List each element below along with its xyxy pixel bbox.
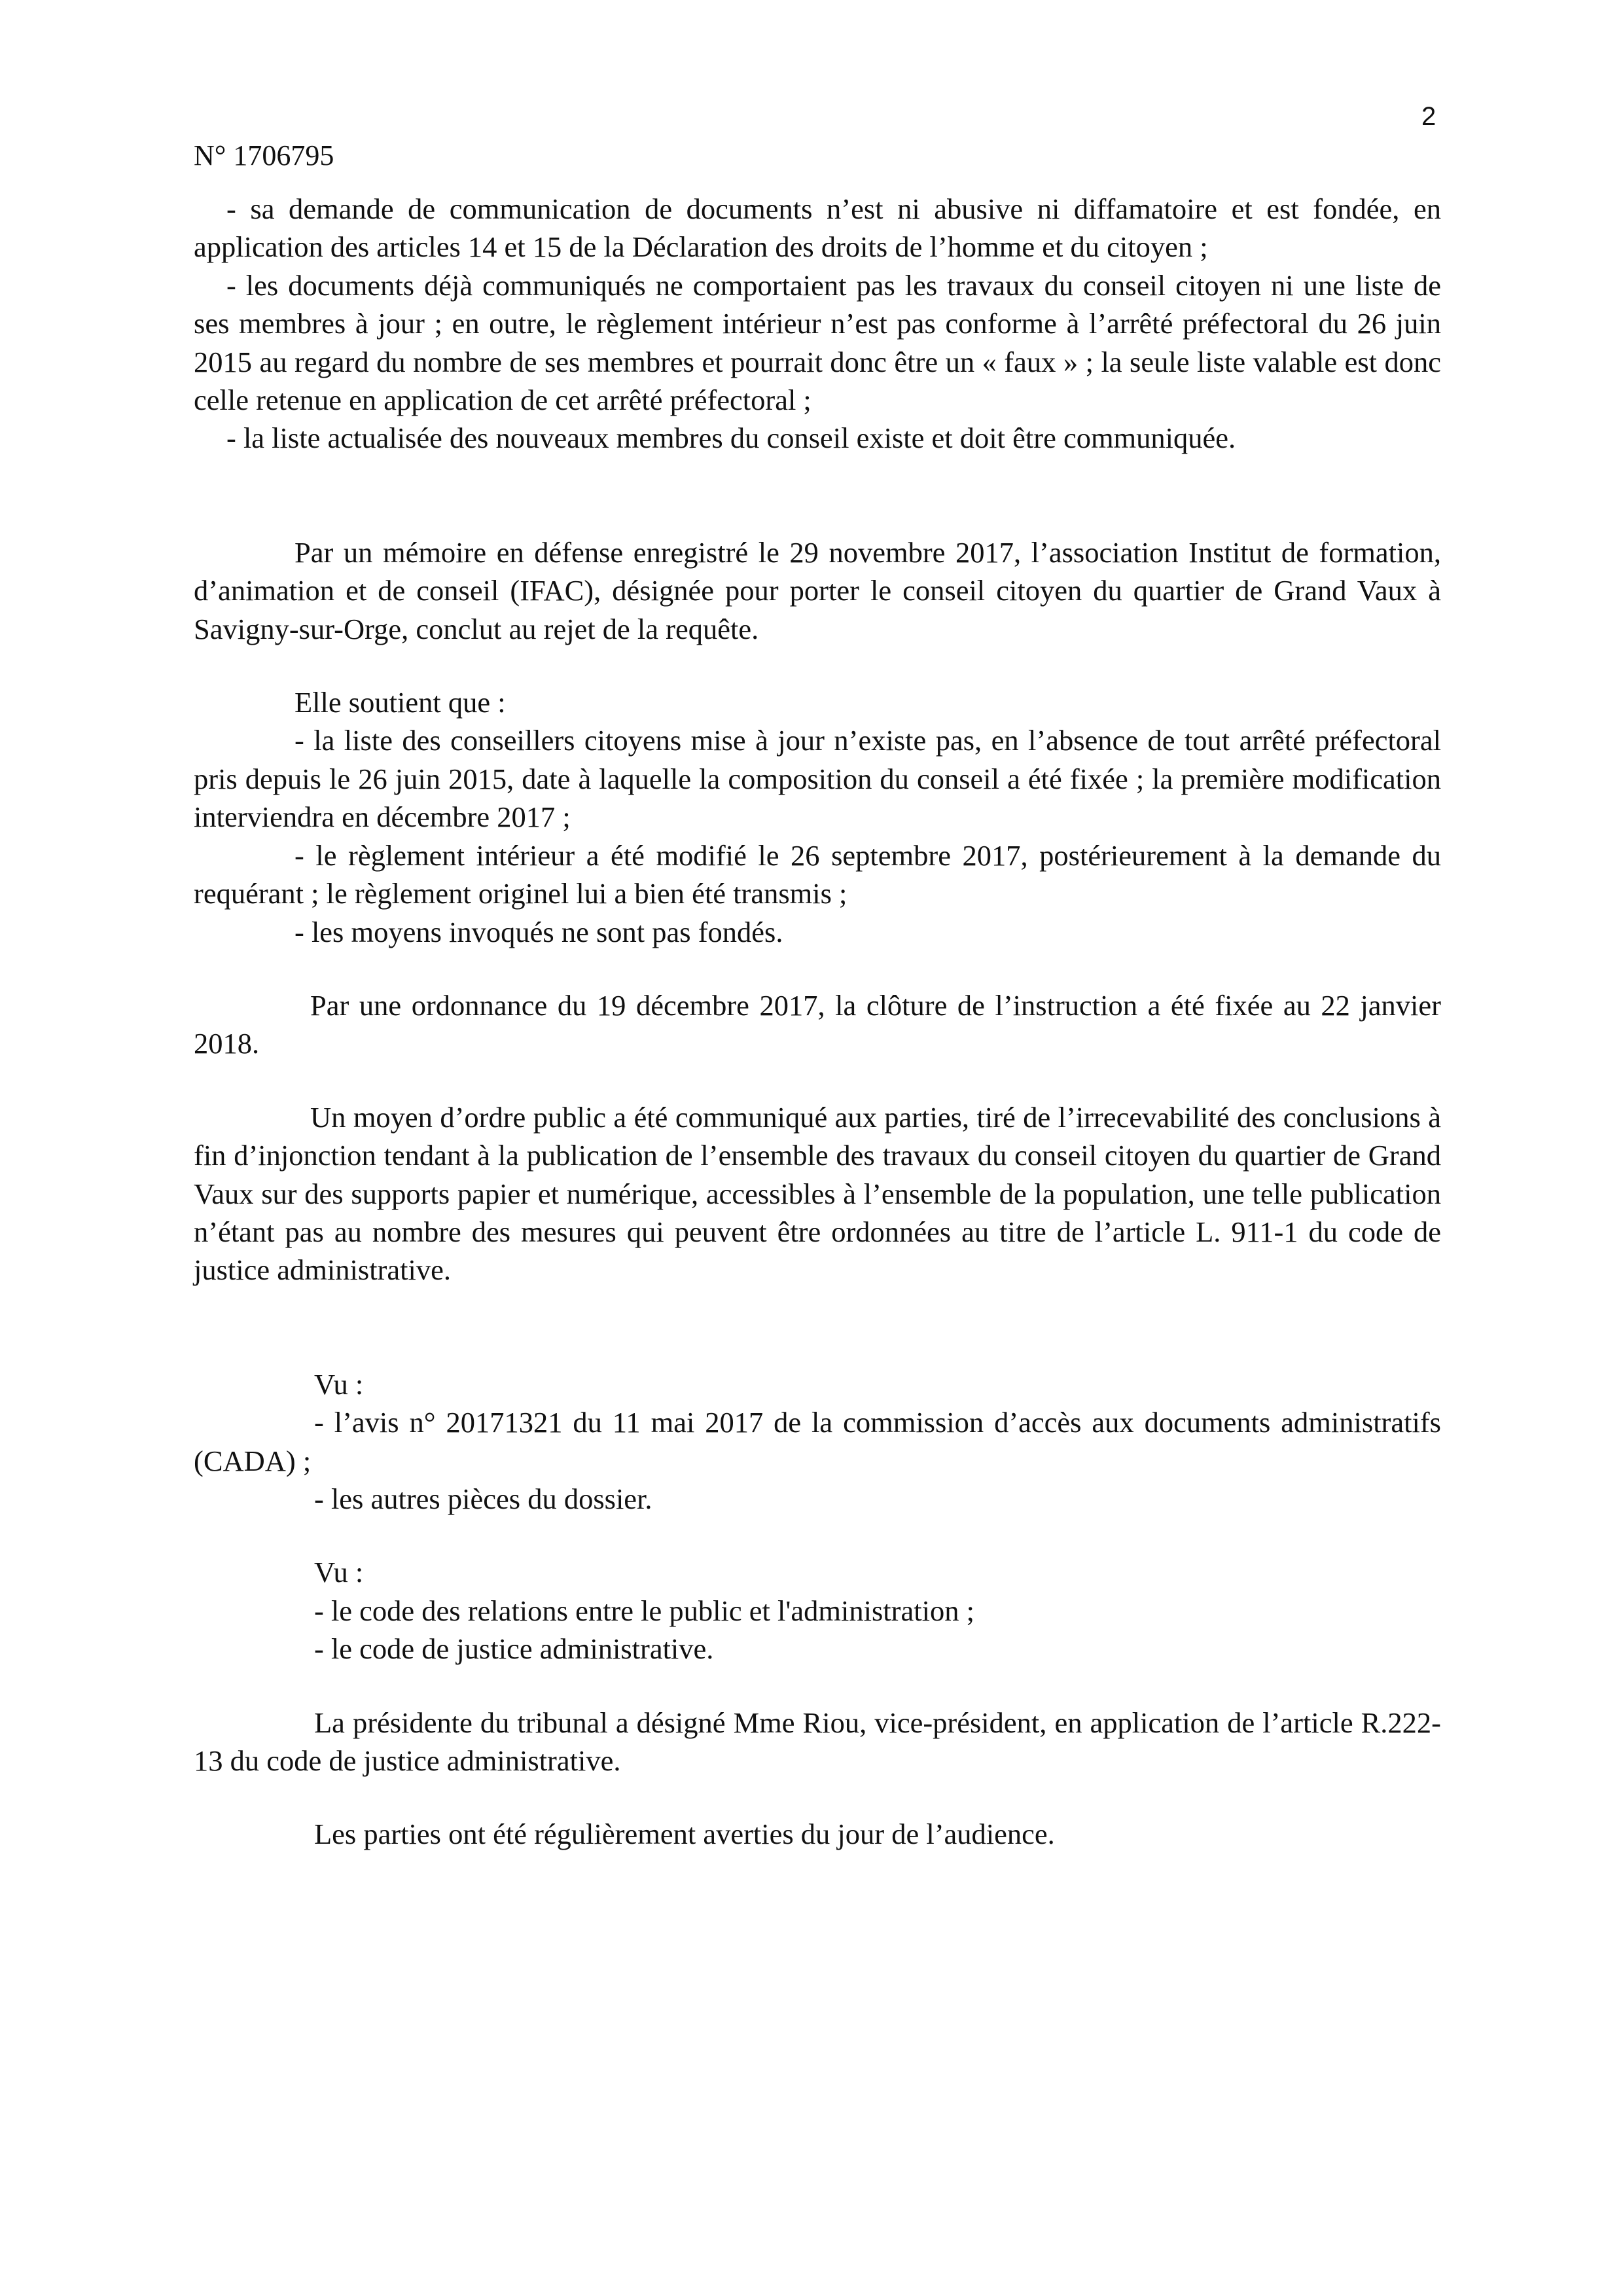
- paragraph: La présidente du tribunal a désigné Mme Riou, vice-président, en application de l’article R.222-13 du code de justice administrative.: [194, 1706, 1441, 1777]
- document-body: [194, 190, 1441, 1854]
- paragraph: - sa demande de communication de documents n’est ni abusive ni diffamatoire et est fondée, en application des articles 14 et 15 de la Déclaration des droits de l’homme et du citoyen ;: [194, 192, 1441, 264]
- paragraph: Elle soutient que :: [294, 686, 506, 719]
- paragraph: - le règlement intérieur a été modifié le 26 septembre 2017, postérieurement à la demande du requérant ; le règlement originel lui a bien été transmis ;: [194, 838, 1441, 910]
- paragraph: Vu :: [314, 1556, 364, 1589]
- paragraph: - les documents déjà communiqués ne comportaient pas les travaux du conseil citoyen ni une liste de ses membres à jour ; en outre, le règlement intérieur n’est pas conforme à l’arrêté préfectoral du 26 juin 2015 au regard du nombre de ses membres et pourrait donc être un « faux » ; la seule liste valable est donc celle retenue en application de cet arrêté préfectoral ;: [194, 268, 1441, 417]
- paragraph: Par un mémoire en défense enregistré le 29 novembre 2017, l’association Institut de formation, d’animation et de conseil (IFAC), désignée pour porter le conseil citoyen du quartier de Grand Vaux à Savigny-sur-Orge, conclut au rejet de la requête.: [194, 535, 1441, 645]
- paragraph: - les autres pièces du dossier.: [314, 1482, 652, 1515]
- case-number: N° 1706795: [194, 139, 334, 171]
- paragraph: - la liste des conseillers citoyens mise à jour n’existe pas, en l’absence de tout arrêté préfectoral pris depuis le 26 juin 2015, date à laquelle la composition du conseil a été fixée ; la première modification interviendra en décembre 2017 ;: [194, 724, 1441, 834]
- paragraph: Par une ordonnance du 19 décembre 2017, la clôture de l’instruction a été fixée au 22 janvier 2018.: [194, 988, 1441, 1060]
- paragraph: - la liste actualisée des nouveaux membres du conseil existe et doit être communiquée.: [226, 422, 1236, 455]
- paragraph: Un moyen d’ordre public a été communiqué aux parties, tiré de l’irrecevabilité des conclusions à fin d’injonction tendant à la publication de l’ensemble des travaux du conseil citoyen du quartier de Grand Vaux sur des supports papier et numérique, accessibles à l’ensemble de la population, une telle publication n’étant pas au nombre des mesures qui peuvent être ordonnées au titre de l’article L. 911-1 du code de justice administrative.: [194, 1100, 1441, 1287]
- paragraph: - le code des relations entre le public et l'administration ;: [314, 1594, 974, 1627]
- paragraph: - le code de justice administrative.: [314, 1632, 714, 1666]
- paragraph: Les parties ont été régulièrement averties du jour de l’audience.: [314, 1818, 1055, 1851]
- page-number: 2: [1421, 102, 1436, 131]
- paragraph: Vu :: [314, 1367, 364, 1401]
- paragraph: - l’avis n° 20171321 du 11 mai 2017 de la commission d’accès aux documents administratifs (CADA) ;: [194, 1406, 1441, 1477]
- paragraph: - les moyens invoqués ne sont pas fondés.: [294, 915, 783, 948]
